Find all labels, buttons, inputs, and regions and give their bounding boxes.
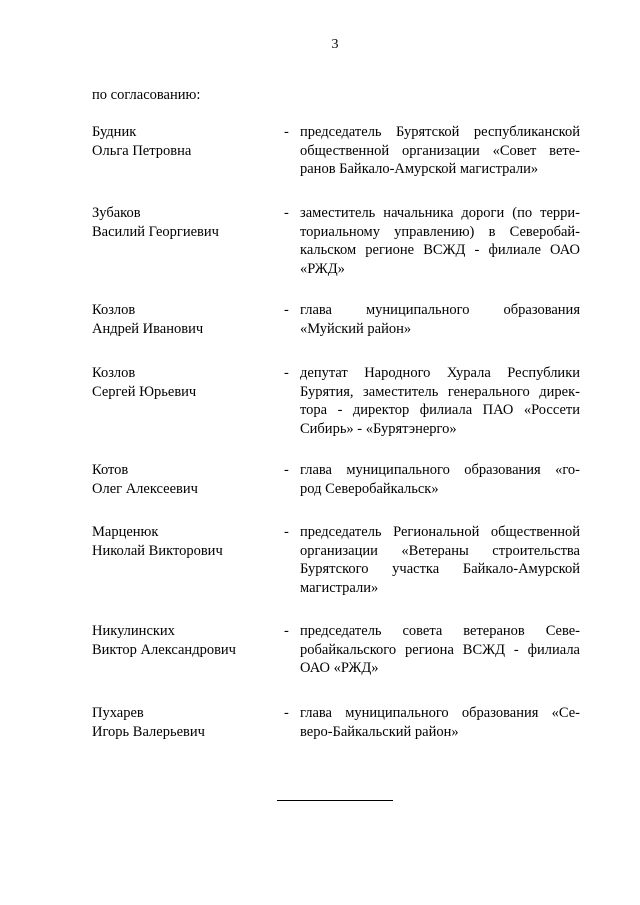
closing-rule (277, 800, 393, 801)
role-line: организации «Ветераны строительства (300, 542, 580, 559)
role-line: «РЖД» (300, 260, 345, 277)
member-name (92, 123, 277, 160)
role-line: веро-Байкальский район» (300, 723, 459, 740)
member-role (300, 523, 580, 597)
member-role (300, 123, 580, 179)
role-line: председатель совета ветеранов Севе- (300, 623, 580, 639)
role-line: ториальному управлению) в Северобай- (300, 223, 580, 240)
role-line: ОАО «РЖД» (300, 660, 379, 676)
role-line: глава муниципального образования «Се- (300, 705, 580, 721)
role-line: кальском регионе ВСЖД - филиале ОАО (300, 242, 580, 258)
member-given-name: Ольга Петровна (92, 142, 192, 159)
member-role (300, 204, 580, 278)
role-line: робайкальского региона ВСЖД - филиала (300, 641, 580, 658)
member-given-name: Андрей Иванович (92, 320, 204, 337)
member-given-name: Игорь Валерьевич (92, 723, 205, 740)
member-surname: Козлов (92, 365, 136, 381)
member-surname: Марценюк (92, 524, 159, 540)
role-line: магистрали» (300, 579, 379, 596)
role-line: глава муниципального образования «го- (300, 462, 580, 478)
separator-dash: - (284, 365, 289, 381)
member-role (300, 461, 580, 498)
member-surname: Пухарев (92, 705, 144, 721)
role-line: тора - директор филиала ПАО «Россети (300, 402, 580, 418)
member-surname: Котов (92, 462, 129, 478)
role-line: Бурятия, заместитель генерального дирек- (300, 383, 580, 400)
role-line: общественной организации «Совет вете- (300, 142, 580, 159)
separator-dash: - (284, 124, 289, 140)
member-name (92, 704, 277, 741)
separator-dash: - (284, 705, 289, 721)
member-name (92, 204, 277, 241)
member-role (300, 301, 580, 338)
separator-dash: - (284, 462, 289, 478)
role-line: глава муниципального образования (300, 302, 580, 318)
member-given-name: Василий Георгиевич (92, 223, 219, 240)
separator-dash: - (284, 302, 289, 318)
separator-dash: - (284, 524, 289, 540)
member-given-name: Виктор Александрович (92, 641, 236, 658)
member-surname: Будник (92, 124, 137, 140)
member-given-name: Николай Викторович (92, 542, 223, 559)
separator-dash: - (284, 205, 289, 221)
member-name (92, 622, 277, 659)
role-line: род Северобайкальск» (300, 480, 439, 497)
member-role (300, 364, 580, 438)
member-role (300, 622, 580, 678)
member-surname: Никулинских (92, 623, 175, 639)
role-line: депутат Народного Хурала Республики (300, 365, 580, 381)
separator-dash: - (284, 623, 289, 639)
role-line: Сибирь» - «Бурятэнерго» (300, 420, 457, 437)
role-line: заместитель начальника дороги (по терри- (300, 205, 580, 221)
member-name (92, 461, 277, 498)
member-role (300, 704, 580, 741)
page-number: 3 (331, 37, 339, 52)
member-given-name: Сергей Юрьевич (92, 383, 197, 400)
role-line: «Муйский район» (300, 320, 412, 337)
member-surname: Козлов (92, 302, 136, 318)
role-line: председатель Региональной общественной (300, 524, 580, 540)
role-line: ранов Байкало-Амурской магистрали» (300, 161, 539, 177)
member-name (92, 364, 277, 401)
role-line: Бурятского участка Байкало-Амурской (300, 561, 580, 577)
member-given-name: Олег Алексеевич (92, 480, 198, 497)
member-name (92, 523, 277, 560)
approval-intro: по согласованию: (92, 87, 201, 103)
member-name (92, 301, 277, 338)
member-surname: Зубаков (92, 205, 141, 221)
role-line: председатель Бурятской республиканской (300, 124, 580, 140)
